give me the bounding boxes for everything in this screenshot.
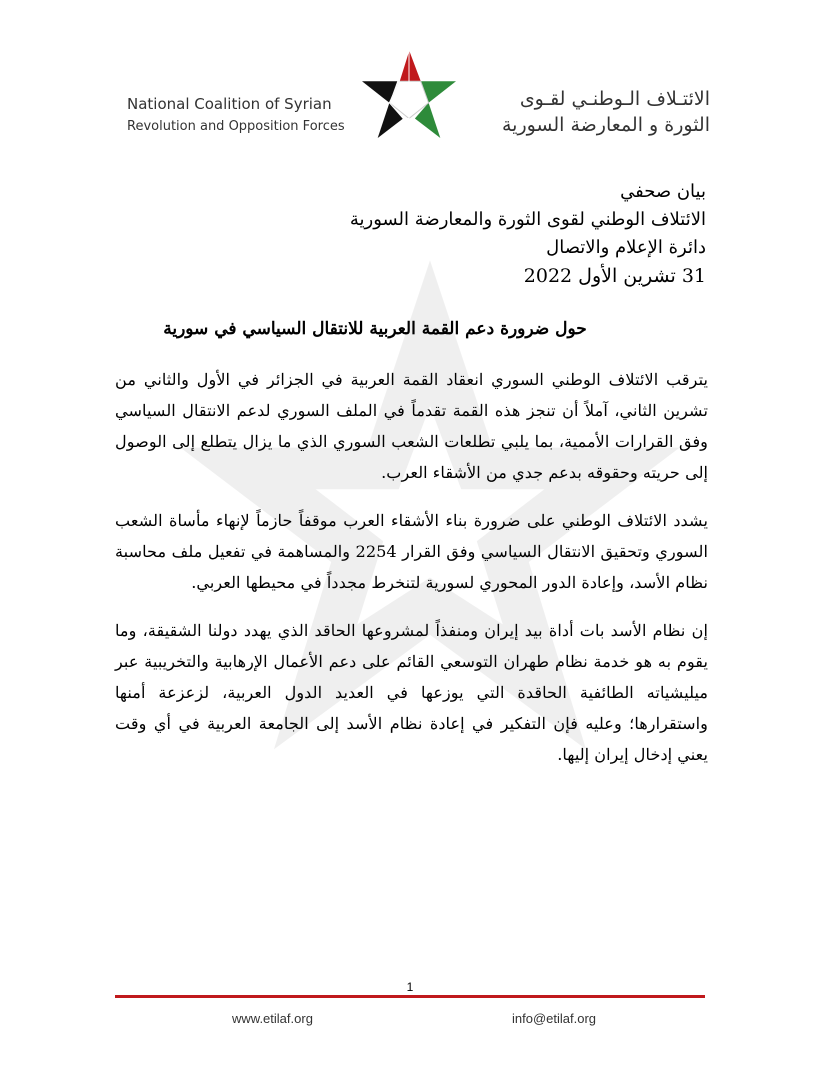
org-name-ar-line1: الائتـلاف الـوطنـي لقـوى bbox=[519, 88, 710, 110]
release-org: الائتلاف الوطني لقوى الثورة والمعارضة السورية bbox=[349, 209, 706, 230]
body-paragraph: إن نظام الأسد بات أداة بيد إيران ومنفذاً لمشروعها الحاقد الذي يهدد دولنا الشقيقة، وما يقوم به هو خدمة نظام طهران التوسعي القائم على دعم الأعمال الإرهابية والتخريبية عبر ميليشياته الطائفية الحاقدة التي يوزعها في العديد الدول العربية، لزعزعة أمنها واستقرارها؛ وعليه فإن التفكير في إعادة نظام الأسد إلى الجامعة العربية في أي وقت يعني إدخال إيران إليها. bbox=[115, 621, 708, 764]
footer-divider bbox=[115, 995, 705, 998]
release-department: دائرة الإعلام والاتصال bbox=[546, 237, 706, 258]
release-title: حول ضرورة دعم القمة العربية للانتقال السياسي في سورية bbox=[163, 319, 587, 339]
org-name-en-line1: National Coalition of Syrian bbox=[127, 95, 332, 113]
org-name-ar-line2: الثورة و المعارضة السورية bbox=[501, 114, 710, 136]
body-paragraph: يشدد الائتلاف الوطني على ضرورة بناء الأشقاء العرب موقفاً حازماً لإنهاء مأساة الشعب السوري وتحقيق الانتقال السياسي وفق القرار 2254 والمساهمة في تفعيل ملف محاسبة نظام الأسد، وإعادة الدور المحوري لسورية لتنخرط مجدداً في محيطها العربي. bbox=[115, 511, 708, 592]
footer-website-link[interactable]: www.etilaf.org bbox=[232, 1011, 313, 1026]
page-number: 1 bbox=[406, 980, 414, 994]
org-name-arabic bbox=[460, 86, 710, 138]
footer-email-link[interactable]: info@etilaf.org bbox=[512, 1011, 597, 1026]
release-body bbox=[115, 364, 708, 787]
coalition-star-logo bbox=[360, 48, 458, 140]
release-meta bbox=[350, 178, 706, 290]
org-name-english bbox=[127, 92, 367, 138]
org-name-en-line2: Revolution and Opposition Forces bbox=[127, 119, 345, 134]
body-paragraph: يترقب الائتلاف الوطني السوري انعقاد القمة العربية في الجزائر في الأول والثاني من تشرين الثاني، آملاً أن تنجز هذه القمة تقدماً في الملف السوري لدعم الانتقال السياسي وفق القرارات الأممية، بما يلبي تطلعات الشعب السوري الذي ما يزال يتطلع إلى الوصول إلى حريته وحقوقه بدعم جدي من الأشقاء العرب. bbox=[115, 370, 708, 482]
release-date: 31 تشرين الأول 2022 bbox=[523, 265, 706, 287]
release-type: بيان صحفي bbox=[620, 181, 706, 202]
